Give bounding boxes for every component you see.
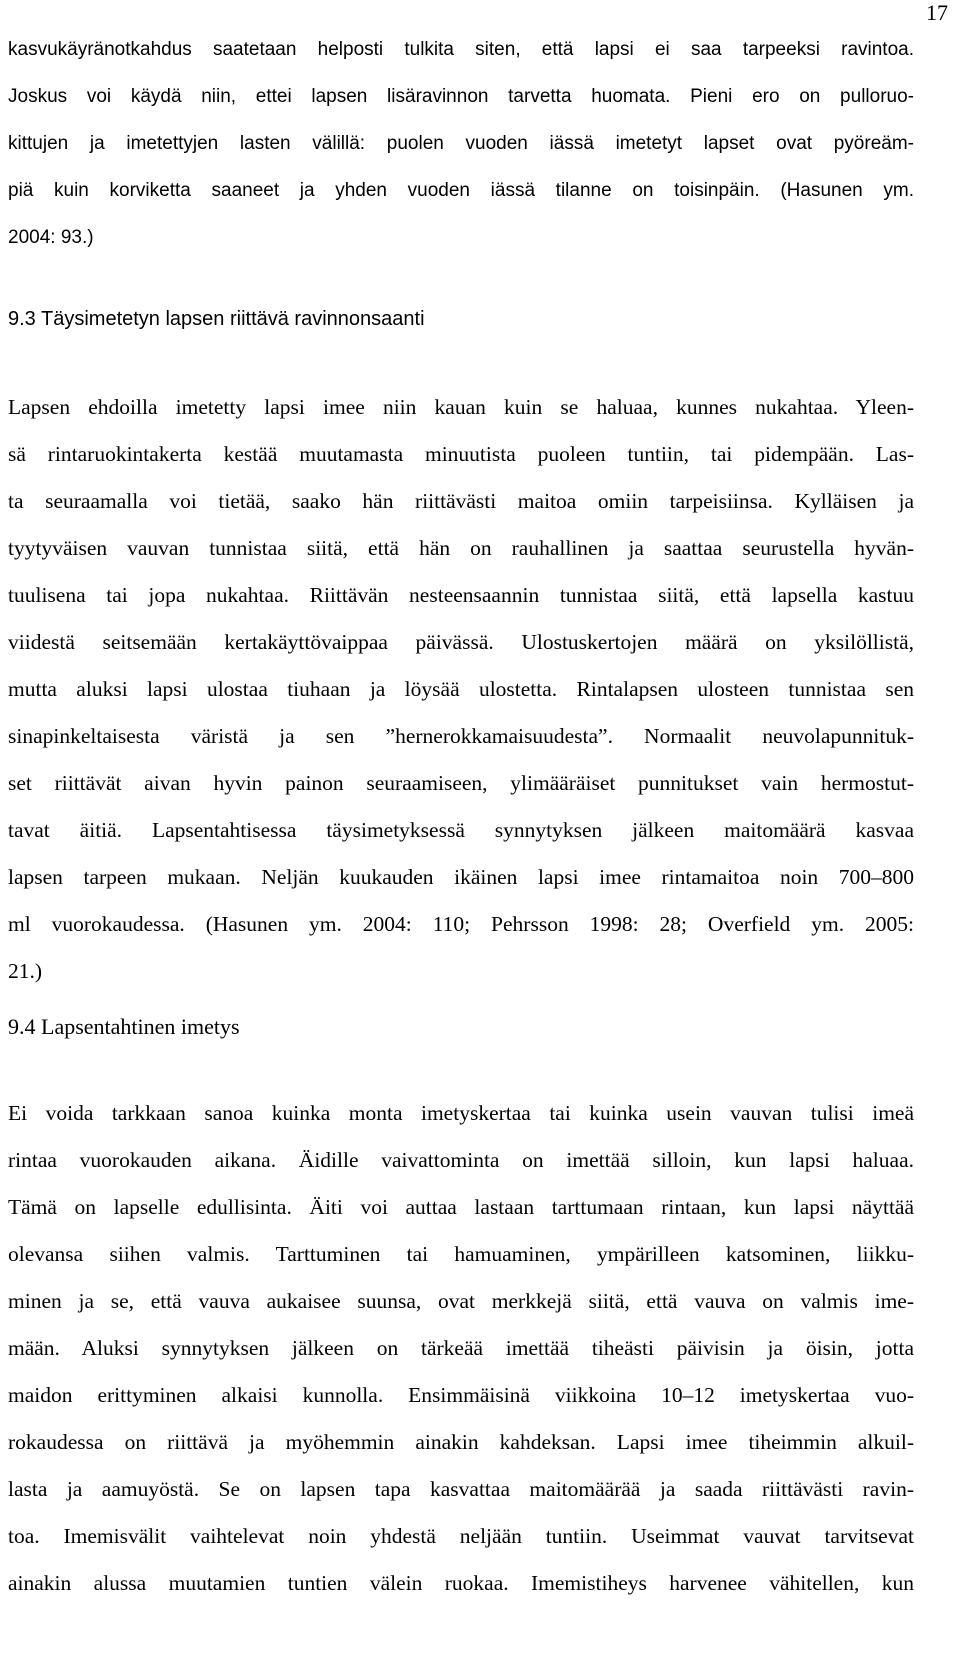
paragraph-line: tyytyväisen vauvan tunnistaa siitä, että hän on rauhallinen ja saattaa seurustella hyvän- xyxy=(8,536,914,560)
section-heading-9-3: 9.3 Täysimetetyn lapsen riittävä ravinnonsaanti xyxy=(8,308,425,330)
paragraph-line: sä rintaruokintakerta kestää muutamasta minuutista puoleen tuntiin, tai pidempään. Las- xyxy=(8,442,914,466)
paragraph-line: sinapinkeltaisesta väristä ja sen ”hernerokkamaisuudesta”. Normaalit neuvolapunnituk- xyxy=(8,724,914,748)
paragraph-line: ainakin alussa muutamien tuntien välein ruokaa. Imemistiheys harvenee vähitellen, kun xyxy=(8,1571,914,1595)
paragraph-line: kasvukäyränotkahdus saatetaan helposti tulkita siten, että lapsi ei saa tarpeeksi ravintoa. xyxy=(8,39,914,60)
paragraph-line: set riittävät aivan hyvin painon seuraamiseen, ylimääräiset punnitukset vain hermostut- xyxy=(8,771,914,795)
paragraph-line: Ei voida tarkkaan sanoa kuinka monta imetyskertaa tai kuinka usein vauvan tulisi imeä xyxy=(8,1101,914,1125)
paragraph-line: rintaa vuorokauden aikana. Äidille vaivattominta on imettää silloin, kun lapsi haluaa. xyxy=(8,1148,914,1172)
section-heading-9-4: 9.4 Lapsentahtinen imetys xyxy=(8,1014,240,1039)
paragraph-line: tuulisena tai jopa nukahtaa. Riittävän nesteensaannin tunnistaa siitä, että lapsella kastuu xyxy=(8,583,914,607)
paragraph-line: mutta aluksi lapsi ulostaa tiuhaan ja löysää ulostetta. Rintalapsen ulosteen tunnistaa sen xyxy=(8,677,914,701)
paragraph-line: toa. Imemisvälit vaihtelevat noin yhdestä neljään tuntiin. Useimmat vauvat tarvitsevat xyxy=(8,1524,914,1548)
paragraph-line: olevansa siihen valmis. Tarttuminen tai hamuaminen, ympärilleen katsominen, liikku- xyxy=(8,1242,914,1266)
paragraph-line: tavat äitiä. Lapsentahtisessa täysimetyksessä synnytyksen jälkeen maitomäärä kasvaa xyxy=(8,818,914,842)
paragraph-line: ml vuorokaudessa. (Hasunen ym. 2004: 110; Pehrsson 1998: 28; Overfield ym. 2005: xyxy=(8,912,914,936)
paragraph-line: lapsen tarpeen mukaan. Neljän kuukauden ikäinen lapsi imee rintamaitoa noin 700–800 xyxy=(8,865,914,889)
section-9-3-paragraph xyxy=(8,384,914,995)
paragraph-line: lasta ja aamuyöstä. Se on lapsen tapa kasvattaa maitomäärää ja saada riittävästi ravin- xyxy=(8,1477,914,1501)
paragraph-line: Lapsen ehdoilla imetetty lapsi imee niin kauan kuin se haluaa, kunnes nukahtaa. Yleen- xyxy=(8,395,914,419)
paragraph-line: ta seuraamalla voi tietää, saako hän riittävästi maitoa omiin tarpeisiinsa. Kylläisen ja xyxy=(8,489,914,513)
paragraph-line: rokaudessa on riittävä ja myöhemmin ainakin kahdeksan. Lapsi imee tiheimmin alkuil- xyxy=(8,1430,914,1454)
section-9-4-paragraph xyxy=(8,1090,914,1607)
paragraph-line: mään. Aluksi synnytyksen jälkeen on tärkeää imettää tiheästi päivisin ja öisin, jotta xyxy=(8,1336,914,1360)
paragraph-line: minen ja se, että vauva aukaisee suunsa, ovat merkkejä siitä, että vauva on valmis ime- xyxy=(8,1289,914,1313)
paragraph-line: 21.) xyxy=(8,959,43,983)
intro-paragraph xyxy=(8,26,914,261)
paragraph-line: kittujen ja imetettyjen lasten välillä: puolen vuoden iässä imetetyt lapset ovat pyöreäm- xyxy=(8,133,914,154)
paragraph-line: Joskus voi käydä niin, ettei lapsen lisäravinnon tarvetta huomata. Pieni ero on pulloruo- xyxy=(8,86,914,107)
paragraph-line: Tämä on lapselle edullisinta. Äiti voi auttaa lastaan tarttumaan rintaan, kun lapsi näyttää xyxy=(8,1195,914,1219)
paragraph-line: viidestä seitsemään kertakäyttövaippaa päivässä. Ulostuskertojen määrä on yksilöllistä, xyxy=(8,630,914,654)
page-number: 17 xyxy=(926,0,948,25)
paragraph-line: piä kuin korviketta saaneet ja yhden vuoden iässä tilanne on toisinpäin. (Hasunen ym. xyxy=(8,180,914,201)
paragraph-line: maidon erittyminen alkaisi kunnolla. Ensimmäisinä viikkoina 10–12 imetyskertaa vuo- xyxy=(8,1383,914,1407)
paragraph-line: 2004: 93.) xyxy=(8,227,94,248)
